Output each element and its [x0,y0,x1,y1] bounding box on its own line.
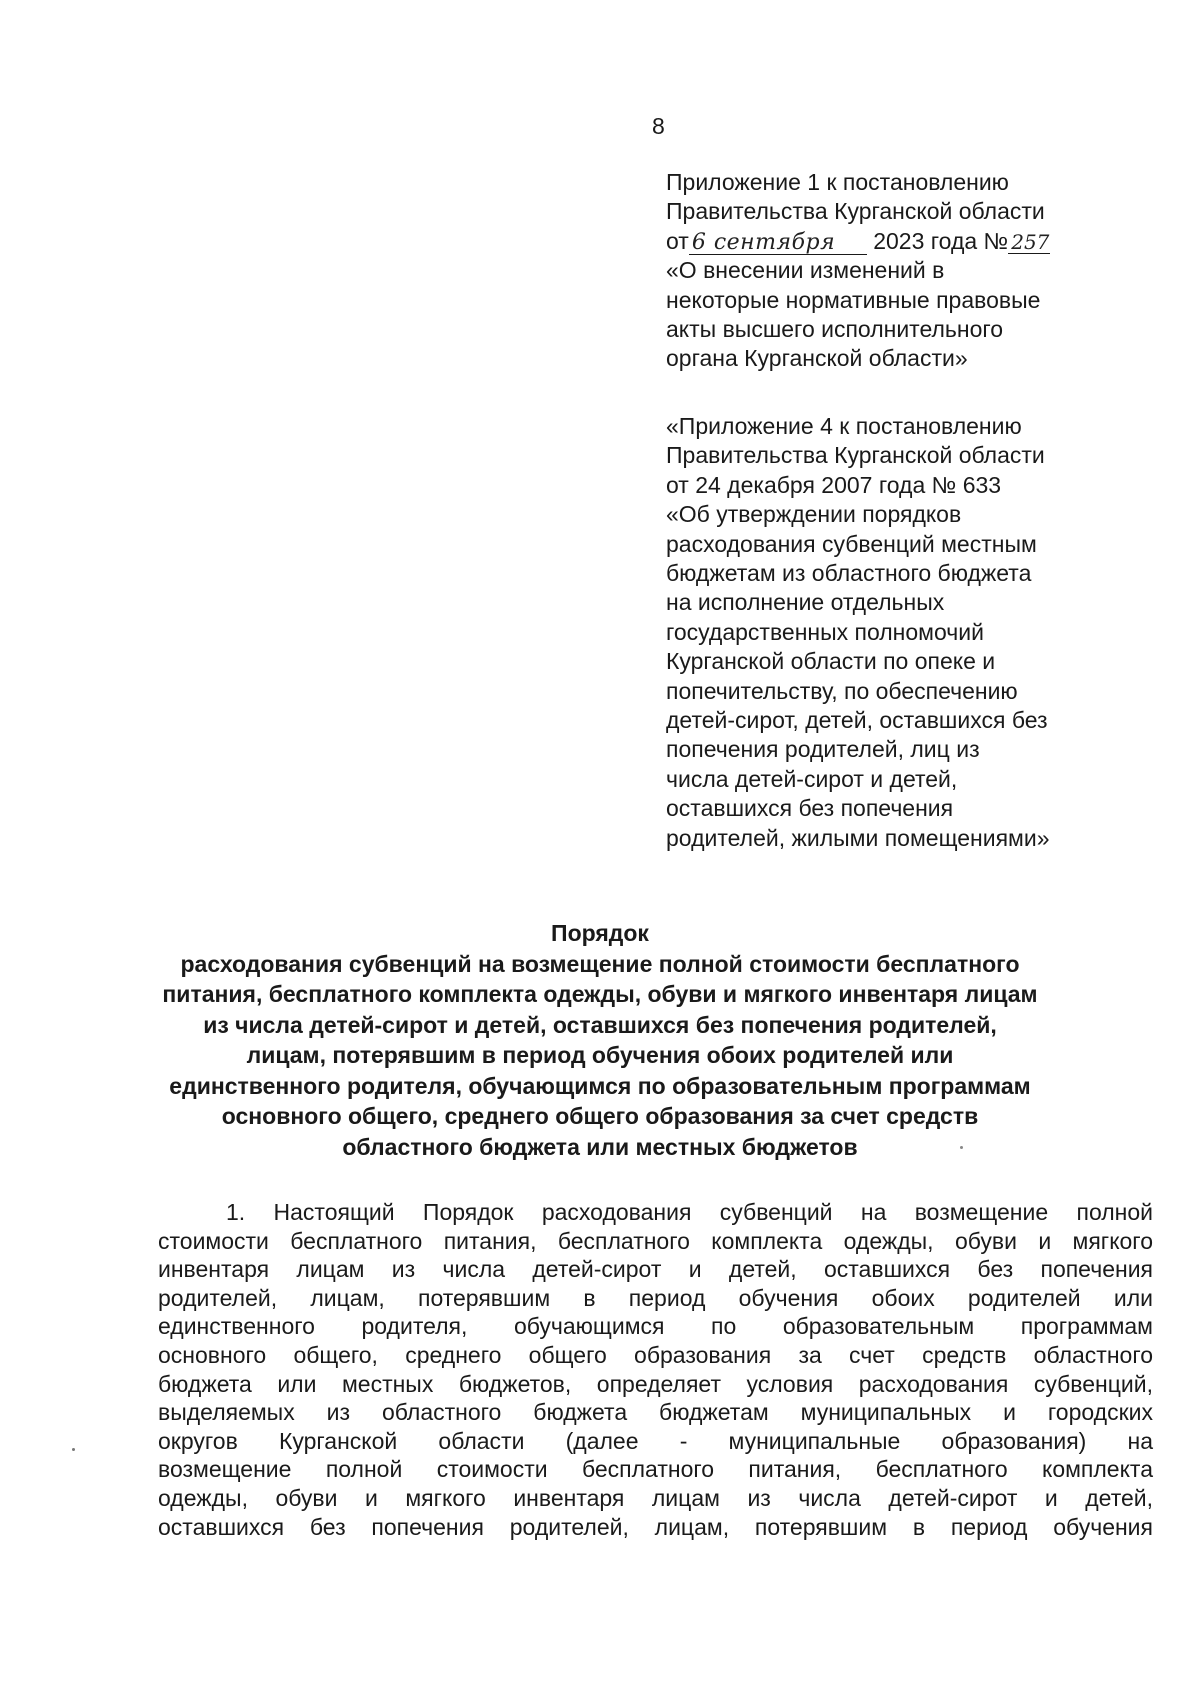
title-line: основного общего, среднего общего образования за счет средств [221,1103,979,1129]
body-line: бюджета или местных бюджетов, определяет условия расходования субвенций, [158,1370,1153,1397]
title-line: Порядок [551,920,649,946]
annex-4-line: детей-сирот, детей, оставшихся без [666,707,1048,734]
body-line: округов Курганской области (далее - муниципальные образования) на [158,1427,1153,1454]
title-line: питания, бесплатного комплекта одежды, обуви и мягкого инвентаря лицам [162,981,1038,1007]
body-line: инвентаря лицам из числа детей-сирот и детей, оставшихся без попечения [158,1256,1153,1283]
annex-1-line: Правительства Курганской области [666,198,1045,225]
body-line: родителей, лицам, потерявшим в период обучения обоих родителей или [158,1284,1153,1311]
annex-1-line: некоторые нормативные правовые [666,286,1041,313]
scan-speck [960,1146,963,1149]
title-line: областного бюджета или местных бюджетов [342,1133,858,1160]
annex-4-line: «Об утверждении порядков [666,501,962,528]
body-line: выделяемых из областного бюджета бюджетам муниципальных и городских [158,1399,1153,1426]
body-paragraph [158,1198,1153,1541]
title-line: расходования субвенций на возмещение полной стоимости бесплатного [180,950,1020,977]
annex-1-date-line [666,227,1106,256]
annex-1-line: акты высшего исполнительного [666,316,1004,343]
page-number: 8 [652,113,665,139]
date-suffix: 2023 года № [873,227,1009,254]
title-line: из числа детей-сирот и детей, оставшихся без попечения родителей, [203,1011,997,1038]
title-line: лицам, потерявшим в период обучения обоих родителей или [246,1042,954,1068]
annex-1-line: Приложение 1 к постановлению [666,169,1009,195]
annex-4-line: от 24 декабря 2007 года № 633 [666,471,1002,498]
body-line: 1. Настоящий Порядок расходования субвенций на возмещение полной [226,1199,1153,1225]
annex-1-header [666,168,1106,374]
annex-1-line: «О внесении изменений в [666,257,945,284]
annex-4-line: попечения родителей, лиц из [666,736,980,763]
annex-4-line: «Приложение 4 к постановлению [666,413,1022,439]
annex-4-line: расходования субвенций местным [666,530,1037,557]
annex-4-line: оставшихся без попечения [666,795,954,822]
annex-1-line: органа Курганской области» [666,345,968,372]
annex-4-line: родителей, жилыми помещениями» [666,824,1050,851]
annex-4-line: бюджетам из областного бюджета [666,560,1032,587]
document-title [150,918,1050,1162]
body-line: возмещение полной стоимости бесплатного питания, бесплатного комплекта [158,1456,1153,1483]
body-line: оставшихся без попечения родителей, лицам, потерявшим в период обучения [158,1513,1153,1540]
annex-4-header [666,412,1106,853]
body-line: стоимости бесплатного питания, бесплатного комплекта одежды, обуви и мягкого [158,1227,1153,1254]
annex-4-line: на исполнение отдельных [666,589,945,616]
title-line: единственного родителя, обучающимся по образовательным программам [169,1072,1031,1099]
scan-speck [72,1448,75,1451]
annex-4-line: попечительству, по обеспечению [666,677,1018,704]
annex-4-line: числа детей-сирот и детей, [666,765,958,792]
body-line: единственного родителя, обучающимся по образовательным программам [158,1313,1153,1340]
annex-4-line: Правительства Курганской области [666,442,1045,469]
body-line: одежды, обуви и мягкого инвентаря лицам из числа детей-сирот и детей, [158,1484,1153,1511]
handwritten-number: 257 [1008,231,1050,254]
date-prefix: от [666,227,689,254]
annex-4-line: государственных полномочий [666,618,984,645]
handwritten-date: 6 сентября [689,232,867,255]
annex-4-line: Курганской области по опеке и [666,648,996,675]
body-line: основного общего, среднего общего образования за счет средств областного [158,1341,1153,1368]
